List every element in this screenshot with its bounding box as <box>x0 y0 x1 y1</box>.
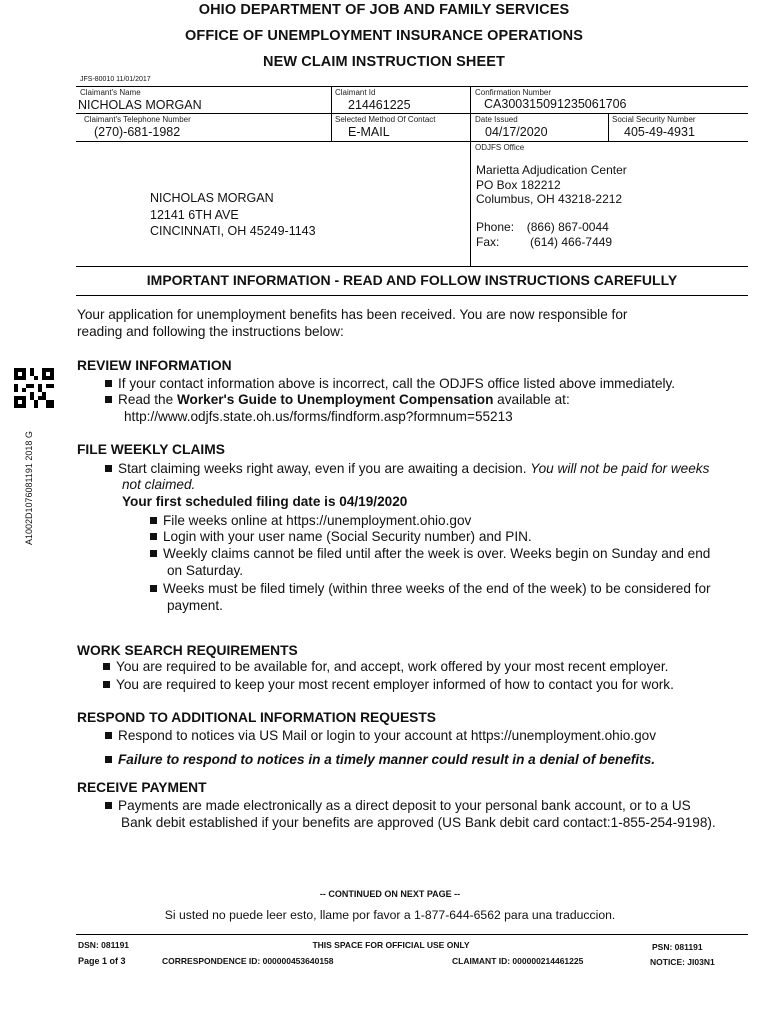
header-office: OFFICE OF UNEMPLOYMENT INSURANCE OPERATIONS <box>185 28 583 44</box>
weekly-sub-4-cont: payment. <box>167 598 223 613</box>
weekly-sub-4: Weeks must be filed timely (within three weeks of the end of the week) to be considered for <box>150 580 711 597</box>
date-issued: 04/17/2020 <box>485 125 548 139</box>
respond-bullet-1: Respond to notices via US Mail or login to your account at https://unemployment.ohio.gov <box>105 727 656 744</box>
important-title: IMPORTANT INFORMATION - READ AND FOLLOW INSTRUCTIONS CAREFULLY <box>146 272 678 288</box>
mailing-address <box>150 190 316 240</box>
bullet-icon <box>105 465 112 472</box>
claimant-phone: (270)-681-1982 <box>94 125 181 139</box>
footer-notice: NOTICE: JI03N1 <box>650 957 715 967</box>
header-agency: OHIO DEPARTMENT OF JOB AND FAMILY SERVICES <box>198 2 570 18</box>
work-bullet-1: You are required to be available for, and accept, work offered by your most recent employer. <box>103 658 668 675</box>
office-name: Marietta Adjudication Center <box>476 163 627 177</box>
confirmation-number: CA300315091235061706 <box>484 97 627 111</box>
header-title: NEW CLAIM INSTRUCTION SHEET <box>263 54 505 70</box>
date-issued-label: Date Issued <box>475 115 518 124</box>
office-fax: Fax: (614) 466-7449 <box>476 235 613 249</box>
payment-bullet-1-cont: Bank debit established if your benefits are approved (US Bank debit card contact:1-855-254-9198). <box>121 815 716 830</box>
bullet-icon <box>103 681 110 688</box>
phone-label: Claimant's Telephone Number <box>84 115 191 124</box>
bullet-icon <box>105 732 112 739</box>
section-weekly-title: FILE WEEKLY CLAIMS <box>77 442 225 457</box>
spanish-note: Si usted no puede leer esto, llame por favor a 1-877-644-6562 para una traduccion. <box>164 908 616 922</box>
first-filing-date: Your first scheduled filing date is 04/19/2020 <box>122 494 408 509</box>
office-city: Columbus, OH 43218-2212 <box>476 192 623 206</box>
footer-dsn: DSN: 081191 <box>78 940 130 950</box>
weekly-sub-3-cont: on Saturday. <box>167 563 244 578</box>
payment-bullet-1: Payments are made electronically as a direct deposit to your personal bank account, or to a US <box>105 797 691 814</box>
qr-code-icon <box>14 368 54 408</box>
weekly-sub-3: Weekly claims cannot be filed until after the week is over. Weeks begin on Sunday and end <box>150 545 710 562</box>
bullet-icon <box>150 585 157 592</box>
weekly-bullet-1-cont: not claimed. <box>122 477 196 492</box>
form-id: JFS-80010 11/01/2017 <box>80 76 151 83</box>
office-box: PO Box 182212 <box>476 177 561 192</box>
claimant-id-label: Claimant Id <box>335 88 376 97</box>
office-address <box>476 163 627 207</box>
footer-page: Page 1 of 3 <box>78 956 126 966</box>
intro-text: Your application for unemployment benefits has been received. You are now responsible for reading and following the instructions below: <box>77 307 628 339</box>
claimant-name-label: Claimant's Name <box>80 88 141 97</box>
section-respond-title: RESPOND TO ADDITIONAL INFORMATION REQUESTS <box>77 710 436 725</box>
footer-psn: PSN: 081191 <box>652 942 703 952</box>
bullet-icon <box>150 550 157 557</box>
bullet-icon <box>103 663 110 670</box>
continued-note: -- CONTINUED ON NEXT PAGE -- <box>319 889 461 899</box>
weekly-bullet-1: Start claiming weeks right away, even if you are awaiting a decision. You will not be paid for weeks <box>105 460 709 477</box>
review-bullet-1: If your contact information above is incorrect, call the ODJFS office listed above immediately. <box>105 375 675 392</box>
footer-claimant-id: CLAIMANT ID: 000000214461225 <box>452 956 584 966</box>
bullet-icon <box>150 533 157 540</box>
claimant-name: NICHOLAS MORGAN <box>78 98 202 112</box>
contact-method: E-MAIL <box>348 125 390 139</box>
bullet-icon <box>105 380 112 387</box>
work-bullet-2: You are required to keep your most recent employer informed of how to contact you for work. <box>103 676 674 693</box>
ssn: 405-49-4931 <box>624 125 695 139</box>
section-review-title: REVIEW INFORMATION <box>77 358 232 373</box>
footer-official: THIS SPACE FOR OFFICIAL USE ONLY <box>312 940 470 950</box>
weekly-sub-1: File weeks online at https://unemployment.ohio.gov <box>150 512 471 529</box>
footer-correspondence-id: CORRESPONDENCE ID: 000000453640158 <box>162 956 334 966</box>
weekly-sub-2: Login with your user name (Social Security number) and PIN. <box>150 528 532 545</box>
office-label: ODJFS Office <box>475 143 525 152</box>
section-work-title: WORK SEARCH REQUIREMENTS <box>77 643 298 658</box>
contact-method-label: Selected Method Of Contact <box>335 115 436 124</box>
address-city: CINCINNATI, OH 45249-1143 <box>150 224 316 238</box>
bullet-icon <box>105 756 112 763</box>
bullet-icon <box>105 396 112 403</box>
claimant-id: 214461225 <box>348 98 411 112</box>
bullet-icon <box>105 802 112 809</box>
side-code: A1002D1076081191 2018 G <box>24 431 34 545</box>
section-payment-title: RECEIVE PAYMENT <box>77 780 207 795</box>
workers-guide-url: http://www.odjfs.state.oh.us/forms/findform.asp?formnum=55213 <box>124 409 513 424</box>
ssn-label: Social Security Number <box>612 115 696 124</box>
office-phone: Phone: (866) 867-0044 <box>476 220 609 234</box>
review-bullet-2: Read the Worker's Guide to Unemployment Compensation available at: <box>105 391 570 408</box>
address-street: 12141 6TH AVE <box>150 207 239 222</box>
confirmation-label: Confirmation Number <box>475 88 552 97</box>
respond-bullet-2: Failure to respond to notices in a timely manner could result in a denial of benefits. <box>105 751 655 768</box>
bullet-icon <box>150 517 157 524</box>
address-name: NICHOLAS MORGAN <box>150 191 274 205</box>
